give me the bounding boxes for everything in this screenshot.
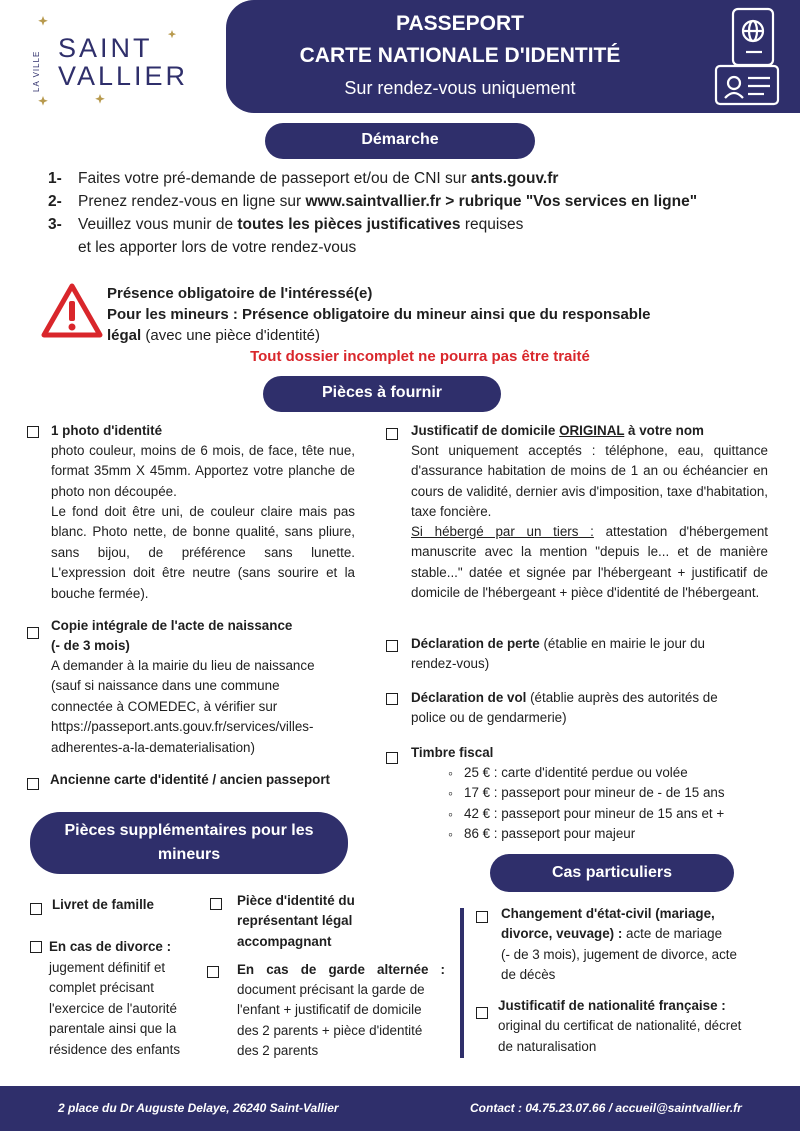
livret-famille: Livret de famille bbox=[52, 897, 154, 912]
garde-line: des 2 parents bbox=[237, 1043, 319, 1059]
logo bbox=[22, 14, 202, 114]
acte-line: (sauf si naissance dans une commune bbox=[51, 678, 280, 694]
checkbox-garde[interactable] bbox=[207, 966, 219, 978]
representant-line: accompagnant bbox=[237, 933, 332, 949]
header-subtitle: Sur rendez-vous uniquement bbox=[344, 78, 576, 98]
divorce-line: parentale ainsi que la bbox=[49, 1021, 177, 1037]
garde-line: l'enfant + justificatif de domicile bbox=[237, 1002, 422, 1018]
comedec-link[interactable]: https://passeport.ants.gouv.fr/services/villes- bbox=[51, 719, 314, 735]
vol-note: (établie auprès des autorités de bbox=[526, 690, 718, 705]
garde-line: document précisant la garde de bbox=[237, 982, 425, 997]
timbre-list bbox=[444, 763, 725, 845]
garde-line: des 2 parents + pièce d'identité bbox=[237, 1022, 423, 1038]
divorce-title: En cas de divorce : bbox=[49, 939, 172, 954]
header-title-2: CARTE NATIONALE D'IDENTITÉ bbox=[299, 44, 621, 67]
checkbox-divorce[interactable] bbox=[30, 941, 42, 953]
checkbox-photo[interactable] bbox=[27, 426, 39, 438]
timbre-item: ◦ 42 € : passeport pour mineur de 15 ans et + bbox=[444, 804, 725, 824]
domicile-title-end: à votre nom bbox=[624, 423, 704, 438]
divorce-line: jugement définitif et bbox=[49, 960, 166, 975]
domicile-title-start: Justificatif de domicile bbox=[411, 423, 560, 438]
header-title-1: PASSEPORT bbox=[396, 12, 524, 35]
checkbox-domicile[interactable] bbox=[386, 428, 398, 440]
acte-title-1: Copie intégrale de l'acte de naissance bbox=[51, 618, 293, 633]
header-banner bbox=[226, 0, 800, 113]
mineurs-heading-line-2: mineurs bbox=[157, 846, 221, 863]
warning-line-1: Présence obligatoire de l'intéressé(e) bbox=[107, 285, 373, 302]
etat-civil-line-1: Changement d'état-civil (mariage, bbox=[501, 906, 715, 921]
divorce-line: résidence des enfants bbox=[49, 1041, 181, 1057]
representant-lines bbox=[237, 891, 355, 952]
acte-line: connectée à COMEDEC, à vérifier sur bbox=[51, 698, 278, 714]
checkbox-livret[interactable] bbox=[30, 903, 42, 915]
domicile-title bbox=[411, 421, 704, 441]
incomplete-notice: Tout dossier incomplet ne pourra pas être traité bbox=[250, 348, 590, 365]
step-3-text: Veuillez vous munir de bbox=[78, 216, 238, 233]
cas-divider bbox=[460, 908, 464, 1058]
photo-description-1: photo couleur, moins de 6 mois, de face, tête nue, format 35mm X 45mm. Apportez votre planche de photo non découpée. bbox=[51, 443, 355, 499]
mineurs-heading-line-1: Pièces supplémentaires pour les bbox=[64, 822, 314, 839]
checkbox-ancienne[interactable] bbox=[27, 778, 39, 790]
timbre-item: ◦ 25 € : carte d'identité perdue ou volée bbox=[444, 763, 725, 783]
warning-line-3 bbox=[107, 325, 320, 346]
garde-lines bbox=[237, 980, 425, 1062]
hebergement-label: Si hébergé par un tiers : bbox=[411, 524, 594, 539]
ancienne-carte: Ancienne carte d'identité / ancien passeport bbox=[50, 772, 331, 787]
cas-heading: Cas particuliers bbox=[490, 854, 734, 892]
checkbox-acte[interactable] bbox=[27, 627, 39, 639]
photo-description-2: Le fond doit être uni, de couleur claire mais pas blanc. Photo nette, de bonne qualité, sans pliure, sans bijou, de préférence sans lunette. L'expression doit être neutre (sans sourire et la bouche fermée). bbox=[51, 504, 355, 601]
nationalite bbox=[498, 996, 741, 1057]
perte-note: (établie en mairie le jour du bbox=[539, 636, 705, 651]
divorce-line: complet précisant bbox=[49, 980, 154, 996]
step-1-text: Faites votre pré-demande de passeport et/ou de CNI sur bbox=[78, 170, 471, 187]
saintvallier-link[interactable]: www.saintvallier.fr > rubrique "Vos services en ligne" bbox=[305, 193, 698, 210]
etat-civil-line-3: (- de 3 mois), jugement de divorce, acte bbox=[501, 946, 737, 962]
timbre-item: ◦ 17 € : passeport pour mineur de - de 15 ans bbox=[444, 783, 725, 803]
nationalite-line-1: original du certificat de nationalité, décret bbox=[498, 1018, 742, 1034]
acte-lines bbox=[51, 656, 361, 758]
logo-vallier: VALLIER bbox=[58, 61, 189, 91]
timbre-title: Timbre fiscal bbox=[411, 745, 494, 760]
checkbox-vol[interactable] bbox=[386, 693, 398, 705]
warning-line-2: Pour les mineurs : Présence obligatoire du mineur ainsi que du responsable bbox=[107, 306, 651, 323]
step-3-text-end: requises bbox=[460, 216, 524, 233]
step-1 bbox=[48, 168, 558, 190]
checkbox-perte[interactable] bbox=[386, 640, 398, 652]
checkbox-nationalite[interactable] bbox=[476, 1007, 488, 1019]
domicile-original: ORIGINAL bbox=[559, 423, 625, 438]
logo-saint: SAINT bbox=[58, 33, 153, 63]
etat-civil-acte: acte de mariage bbox=[622, 926, 723, 942]
step-2 bbox=[48, 191, 697, 213]
etat-civil-types: divorce, veuvage) : bbox=[501, 926, 623, 942]
checkbox-timbre[interactable] bbox=[386, 752, 398, 764]
nationalite-title: Justificatif de nationalité française : bbox=[498, 998, 726, 1013]
step-1-number: 1- bbox=[48, 170, 62, 187]
id-documents-icon bbox=[706, 6, 796, 108]
step-3-line-2: et les apporter lors de votre rendez-vous bbox=[78, 239, 357, 256]
step-3-bold: toutes les pièces justificatives bbox=[237, 216, 461, 233]
vol-line-2: police ou de gendarmerie) bbox=[411, 710, 567, 725]
etat-civil-line-4: de décès bbox=[501, 967, 556, 983]
perte-line-2: rendez-vous) bbox=[411, 656, 490, 671]
ants-link[interactable]: ants.gouv.fr bbox=[470, 170, 559, 187]
checkbox-etat-civil[interactable] bbox=[476, 911, 488, 923]
vol bbox=[411, 688, 718, 708]
demarche-heading: Démarche bbox=[265, 123, 535, 159]
etat-civil bbox=[501, 904, 737, 986]
perte bbox=[411, 634, 705, 654]
acte-line: A demander à la mairie du lieu de naissance bbox=[51, 658, 315, 673]
acte-line: adherentes-a-la-dematerialisation) bbox=[51, 739, 255, 755]
timbre-item: ◦ 86 € : passeport pour majeur bbox=[444, 824, 725, 844]
divorce-lines bbox=[49, 958, 180, 1060]
garde-title: En cas de garde alternée : bbox=[237, 962, 445, 977]
warning-icon bbox=[40, 282, 104, 340]
mineurs-heading bbox=[30, 812, 348, 874]
representant-line: représentant légal bbox=[237, 913, 353, 929]
pieces-heading: Pièces à fournir bbox=[263, 376, 501, 412]
hebergement-text: attestation d'hébergement manuscrite avec la mention "depuis le... et de manière stable..." datée et signée par l'hébergeant + justificatif de domicile de l'hébergeant + pièce d'identité de l'hébergeant. bbox=[411, 524, 768, 601]
step-3 bbox=[48, 214, 523, 236]
footer bbox=[0, 1086, 800, 1131]
nationalite-line-2: de naturalisation bbox=[498, 1038, 597, 1054]
step-3-number: 3- bbox=[48, 216, 62, 233]
checkbox-representant[interactable] bbox=[210, 898, 222, 910]
acte-title-2: (- de 3 mois) bbox=[51, 638, 130, 653]
warning-legal: légal bbox=[107, 327, 142, 344]
domicile-hebergement bbox=[411, 522, 768, 604]
logo-small-text: LA VILLE bbox=[32, 50, 41, 92]
domicile-accepted: Sont uniquement acceptés : téléphone, eau, quittance d'assurance habitation de moins de 1 an ou échéancier en cours de validité, dernier avis d'imposition, taxe d'habitation, taxe foncière. bbox=[411, 443, 768, 520]
vol-title: Déclaration de vol bbox=[411, 690, 527, 705]
warning-id-note: (avec une pièce d'identité) bbox=[141, 327, 320, 344]
perte-title: Déclaration de perte bbox=[411, 636, 540, 651]
step-2-text: Prenez rendez-vous en ligne sur bbox=[78, 193, 306, 210]
step-2-number: 2- bbox=[48, 193, 62, 210]
representant-line: Pièce d'identité du bbox=[237, 893, 355, 908]
photo-title: 1 photo d'identité bbox=[51, 423, 163, 438]
divorce-line: l'exercice de l'autorité bbox=[49, 1000, 177, 1016]
footer-contact[interactable]: Contact : 04.75.23.07.66 / accueil@saintvallier.fr bbox=[470, 1101, 742, 1115]
footer-address: 2 place du Dr Auguste Delaye, 26240 Saint-Vallier bbox=[58, 1101, 339, 1115]
